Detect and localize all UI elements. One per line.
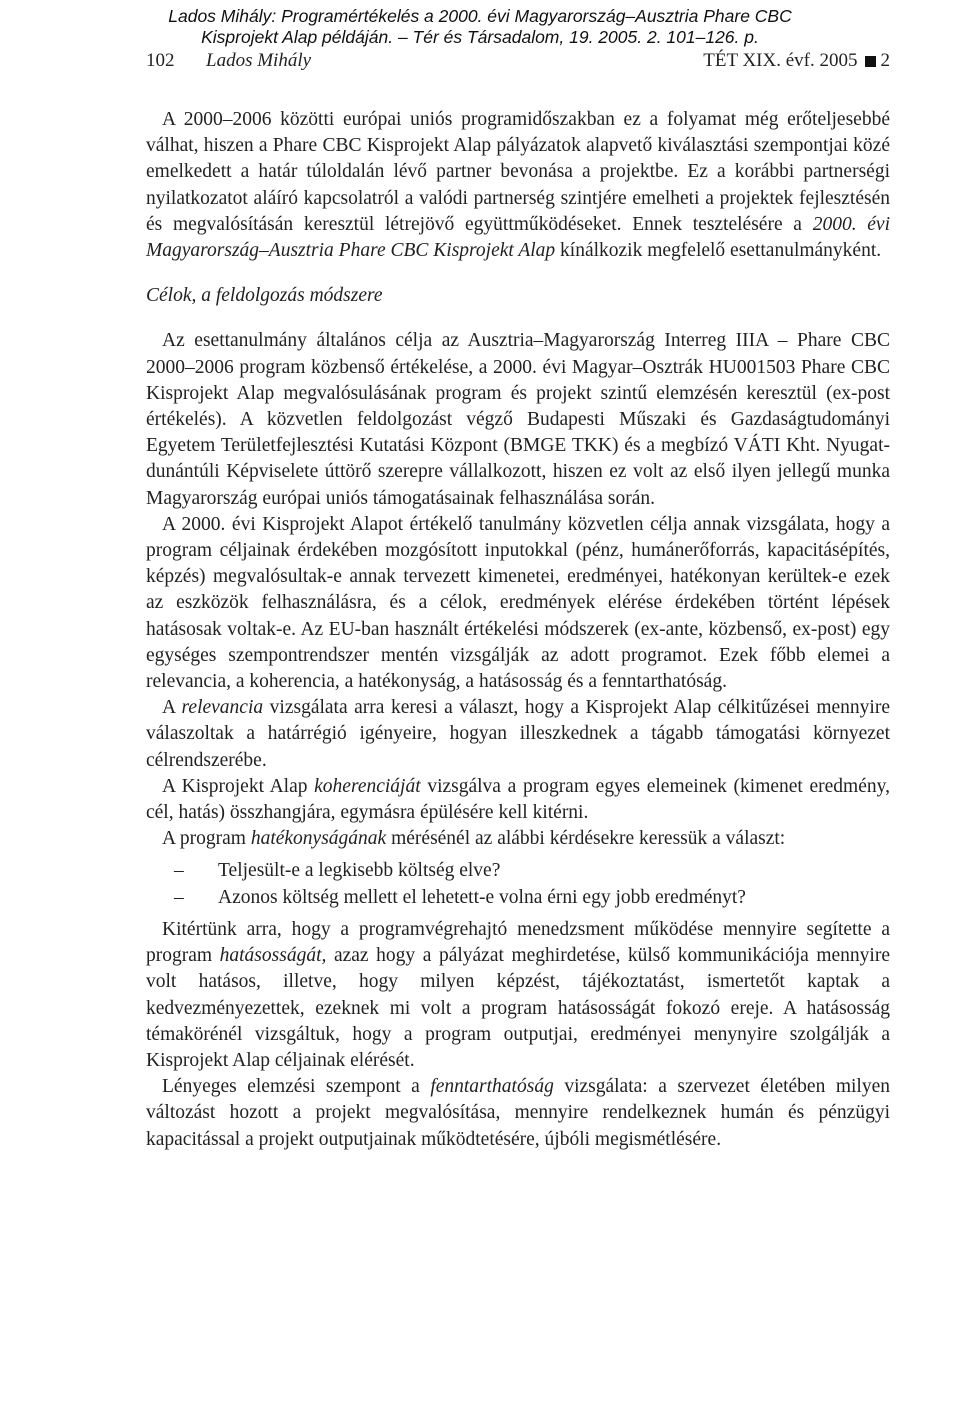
journal-issue: 2 bbox=[880, 50, 890, 71]
dash-marker: – bbox=[174, 886, 184, 908]
paragraph-efficiency: A program hatékonyságának mérésénél az alábbi kérdésekre keressük a választ: bbox=[162, 828, 786, 850]
dash-marker: – bbox=[174, 860, 184, 882]
citation-line-2: Kisprojekt Alap példáján. – Tér és Társadalom, 19. 2005. 2. 101–126. p. bbox=[201, 27, 759, 47]
citation-overlay bbox=[0, 6, 960, 48]
square-bullet-icon bbox=[865, 56, 876, 67]
running-header-author: Lados Mihály bbox=[206, 50, 312, 71]
list-item: – Azonos költség mellett el lehetett-e volna érni egy jobb eredményt? bbox=[146, 885, 890, 911]
paragraph-objective: A 2000. évi Kisprojekt Alapot értékelő tanulmány közvetlen célja annak vizsgálata, hogy a program céljainak érdekében mozgósított inputokkal (pénz, humánerőforrás, kapacitásépítés, képzés) megvalósultak-e annak tervezett kimenetei, eredményei, hatékonyan kerültek-e ezek az eszközök felhasználásra, és a célok, eredmények elérése érdekében történt lépések hatásosak voltak-e. Az EU-ban használt értékelési módszerek (ex-ante, közbenső, ex-post) egy egységes szempontrendszer mentén vizsgálják az adott programot. Ezek főbb elemei a relevancia, a koherencia, a hatékonyság, a hatásosság és a fenntarthatóság. bbox=[146, 513, 890, 693]
journal-volume: TÉT XIX. évf. 2005 bbox=[703, 50, 858, 71]
list-item: – Teljesült-e a legkisebb költség elve? bbox=[146, 858, 890, 884]
running-header bbox=[146, 50, 890, 76]
question-list bbox=[146, 858, 890, 910]
section-heading: Célok, a feldolgozás módszere bbox=[146, 285, 383, 307]
page-number: 102 bbox=[146, 50, 175, 71]
paragraph-effectiveness: Kitértünk arra, hogy a programvégrehajtó menedzsment működése mennyire segítette a program hatásosságát, azaz hogy a pályázat meghirdetése, külső kommunikációja mennyire volt hatásos, illetve, hogy milyen képzést, tájékoztatást, ismertetőt kaptak a kedvezményezettek, ezeknek mi volt a program hatásosságát fokozó ereje. A hatásosság témakörénél vizsgáltuk, hogy a program outputjai, eredményei menynyire szolgálják a Kisprojekt Alap céljainak elérését. bbox=[146, 918, 890, 1071]
paragraph-sustainability: Lényeges elemzési szempont a fenntarthatóság vizsgálata: a szervezet életében milyen változást hozott a projekt megvalósítása, mennyire rendelkeznek humán és pénzügyi kapacitással a projekt outputjainak működtetésére, újbóli megismétlésére. bbox=[146, 1076, 890, 1150]
paragraph-relevance: A relevancia vizsgálata arra keresi a választ, hogy a Kisprojekt Alap célkitűzései mennyire válaszoltak a határrégió igényeire, hogyan illeszkednek a tágabb támogatási környezet célrendszerébe. bbox=[146, 697, 890, 771]
article-body bbox=[146, 107, 890, 1153]
paragraph-aims: Az esettanulmány általános célja az Ausztria–Magyarország Interreg IIIA – Phare CBC 2000–2006 program közbenső értékelése, a 2000. évi Magyar–Osztrák HU001503 Phare CBC Kisprojekt Alap megvalósulásának program és projekt szintű elemzésén keresztül (ex-post értékelés). A közvetlen feldolgozást végző Budapesti Műszaki és Gazdaságtudományi Egyetem Területfejlesztési Kutatási Központ (BMGE TKK) és a megbízó VÁTI Kht. Nyugat-dunántúli Képviselete úttörő szerepre vállalkozott, hiszen ez volt az első ilyen jellegű munka Magyarország európai uniós támogatásainak felhasználása során. bbox=[146, 330, 890, 509]
paragraph-intro: A 2000–2006 közötti európai uniós programidőszakban ez a folyamat még erőteljesebbé válhat, hiszen a Phare CBC Kisprojekt Alap pályázatok alapvető kiválasztási szempontjai közé emelkedett a határ túloldalán lévő partner bevonása a projektbe. Ez a korábbi partnerségi nyilatkozatot aláíró kapcsolatról a valódi partnerség szintjére emelheti a projektek fejlesztésén és megvalósításán keresztül létrejövő együttműködéseket. Ennek tesztelésére a 2000. évi Magyarország–Ausztria Phare CBC Kisprojekt Alap kínálkozik megfelelő esettanulmányként. bbox=[146, 109, 891, 262]
citation-line-1: Lados Mihály: Programértékelés a 2000. évi Magyarország–Ausztria Phare CBC bbox=[168, 6, 792, 26]
running-header-journal bbox=[703, 50, 890, 72]
paragraph-coherence: A Kisprojekt Alap koherenciáját vizsgálva a program egyes elemeinek (kimenet eredmény, cél, hatás) összhangjára, egymásra épülésére kell kitérni. bbox=[146, 775, 890, 824]
